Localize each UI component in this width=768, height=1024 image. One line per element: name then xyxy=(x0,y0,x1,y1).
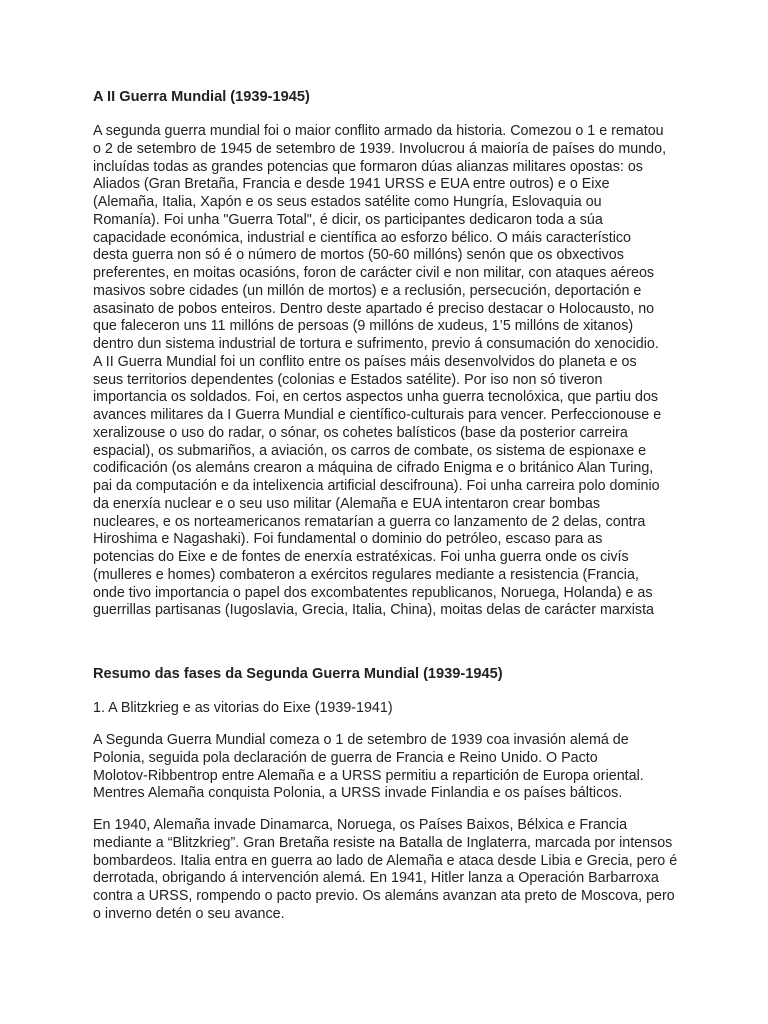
text-line: pai da computación e da intelixencia artificial descifrouna). Foi unha carreira polo dominio xyxy=(93,478,660,494)
text-line: Aliados (Gran Bretaña, Francia e desde 1941 URSS e EUA entre outros) e o Eixe xyxy=(93,176,610,193)
text-line: (mulleres e homes) combateron a exércitos regulares mediante a resistencia (Francia, xyxy=(93,566,639,583)
text-line: xeralizouse o uso do radar, o sónar, os cohetes balísticos (base da posterior carreira xyxy=(93,424,628,441)
phase-1-paragraph-1 xyxy=(93,732,673,803)
text-line: bombardeos. Italia entra en guerra ao lado de Alemaña e ataca desde Libia e Grecia, pero é xyxy=(93,852,678,869)
text-line: nucleares, e os norteamericanos rematarían a guerra co lanzamento de 2 delas, contra xyxy=(93,513,646,530)
text-line: o inverno detén o seu avance. xyxy=(93,905,285,922)
text-line: A segunda guerra mundial foi o maior conflito armado da historia. Comezou o 1 e rematou xyxy=(93,123,664,139)
text-line: A II Guerra Mundial foi un conflito entre os países máis desenvolvidos do planeta e os xyxy=(93,353,637,370)
text-line: onde tivo importancia o papel dos excombatentes republicanos, Noruega, Holanda) e as xyxy=(93,584,653,601)
text-line: Romanía). Foi unha "Guerra Total", é dicir, os participantes dedicaron toda a súa xyxy=(93,211,603,228)
text-line: masivos sobre cidades (un millón de mortos) e a reclusión, persecución, deportación e xyxy=(93,282,642,299)
text-line: Mentres Alemaña conquista Polonia, a URSS invade Finlandia e os países bálticos. xyxy=(93,785,623,802)
section-title-ww2: A II Guerra Mundial (1939-1945) xyxy=(93,89,310,105)
text-line: Hiroshima e Nagashaki). Foi fundamental o dominio do petróleo, escaso para as xyxy=(93,531,603,548)
text-line: que faleceron uns 11 millóns de persoas (9 millóns de xudeus, 1’5 millóns de xitanos) xyxy=(93,318,634,335)
text-line: espacial), os submariños, a aviación, os carros de combate, os sistema de espionaxe e xyxy=(93,442,647,459)
text-line: potencias do Eixe e de fontes de enerxía estratéxicas. Foi unha guerra onde os civís xyxy=(93,549,629,565)
text-line: dentro dun sistema industrial de tortura e sufrimento, previo á consumación do xenocidio. xyxy=(93,336,659,352)
text-line: A Segunda Guerra Mundial comeza o 1 de setembro de 1939 coa invasión alemá de xyxy=(93,732,629,748)
text-line: (Alemaña, Italia, Xapón e os seus estados satélite como Hungría, Eslovaquia ou xyxy=(93,194,602,210)
text-line: Molotov-Ribbentrop entre Alemaña e a URSS permitiu a repartición de Europa oriental. xyxy=(93,767,644,784)
text-line: incluídas todas as grandes potencias que formaron dúas alianzas militares opostas: os xyxy=(93,158,643,175)
text-line: avances militares da I Guerra Mundial e científico-culturais para vencer. Perfeccionouse e xyxy=(93,407,662,423)
text-line: asasinato de pobos enteiros. Dentro deste apartado é preciso destacar o Holocausto, no xyxy=(93,300,655,317)
text-line: preferentes, en moitas ocasións, foron de carácter civil e non militar, con ataques aéreos xyxy=(93,265,655,281)
text-line: guerrillas partisanas (Iugoslavia, Grecia, Italia, China), moitas delas de carácter marxista xyxy=(93,602,654,619)
text-line: contra a URSS, rompendo o pacto previo. Os alemáns avanzan ata preto de Moscova, pero xyxy=(93,888,675,904)
text-line: En 1940, Alemaña invade Dinamarca, Noruega, os Países Baixos, Bélxica e Francia xyxy=(93,817,628,833)
text-line: da enerxía nuclear e o seu uso militar (Alemaña e EUA intentaron crear bombas xyxy=(93,495,601,512)
text-line: Polonia, seguida pola declaración de guerra de Francia e Reino Unido. O Pacto xyxy=(93,749,598,766)
text-line: mediante a “Blitzkrieg”. Gran Bretaña resiste na Batalla de Inglaterra, marcada por intensos xyxy=(93,834,673,851)
phase-1-subtitle: 1. A Blitzkrieg e as vitorias do Eixe (1939-1941) xyxy=(93,700,393,716)
text-line: seus territorios dependentes (colonias e Estados satélite). Por iso non só tiveron xyxy=(93,371,603,388)
text-line: derrotada, obrigando á intervención alemá. En 1941, Hitler lanza a Operación Barbarroxa xyxy=(93,870,659,887)
text-line: importancia os soldados. Foi, en certos aspectos unha guerra tecnolóxica, que partiu dos xyxy=(93,389,659,406)
intro-paragraph xyxy=(93,123,673,620)
text-line: capacidade económica, industrial e científica ao esforzo bélico. O máis característico xyxy=(93,229,631,246)
text-line: desta guerra non só é o número de mortos (50-60 millóns) senón que os obxectivos xyxy=(93,247,624,264)
section-title-phases: Resumo das fases da Segunda Guerra Mundial (1939-1945) xyxy=(93,666,503,682)
text-line: o 2 de setembro de 1945 de setembro de 1939. Involucrou á maioría de países do mundo, xyxy=(93,140,667,157)
phase-1-paragraph-2 xyxy=(93,817,678,924)
text-line: codificación (os alemáns crearon a máquina de cifrado Enigma e o británico Alan Turing, xyxy=(93,460,654,477)
